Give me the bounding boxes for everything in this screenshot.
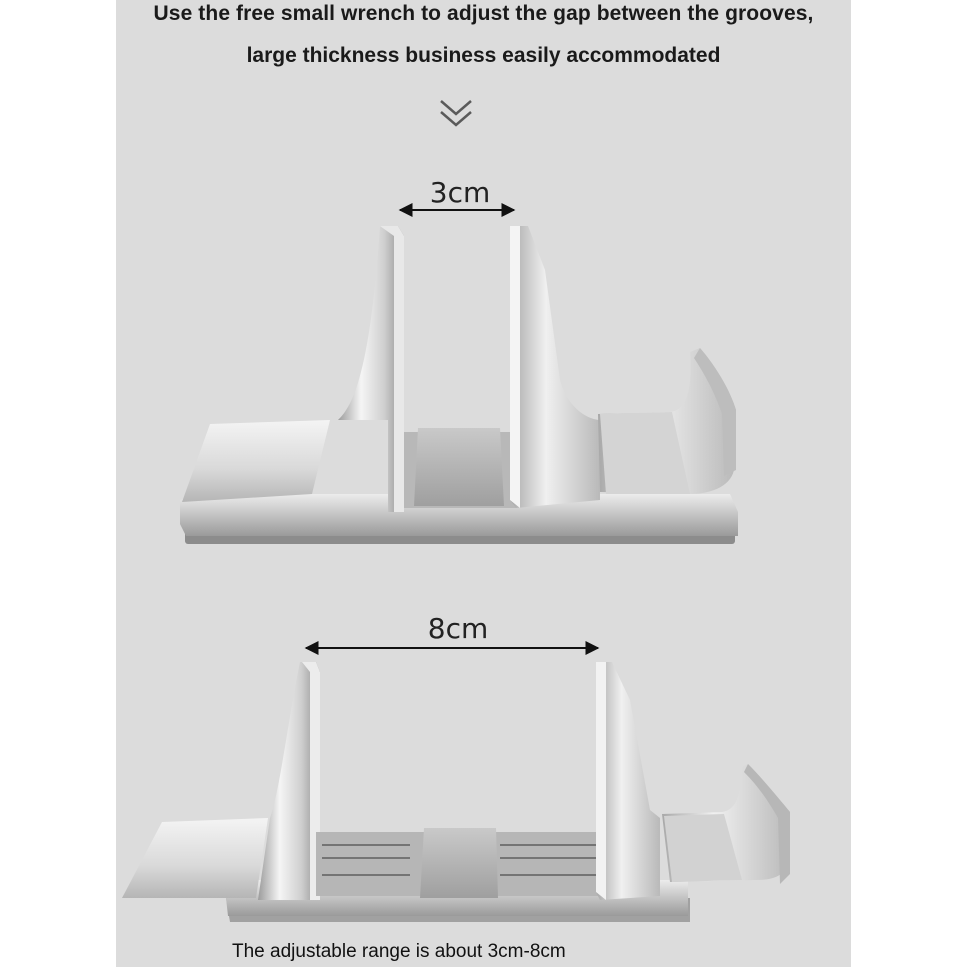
bottom-gap-dimension (306, 612, 598, 648)
adjustable-range-caption: The adjustable range is about 3cm-8cm (232, 941, 566, 962)
bottom-gap-label: 8cm (427, 612, 489, 645)
top-stand (180, 226, 738, 544)
double-chevron-down-icon (441, 101, 471, 125)
top-gap-dimension (400, 176, 514, 210)
headline-line-1: Use the free small wrench to adjust the gap between the grooves, (153, 2, 814, 25)
headline-line-2: large thickness business easily accommodated (246, 44, 721, 67)
bottom-stand (122, 662, 790, 922)
top-gap-label: 3cm (429, 176, 491, 209)
